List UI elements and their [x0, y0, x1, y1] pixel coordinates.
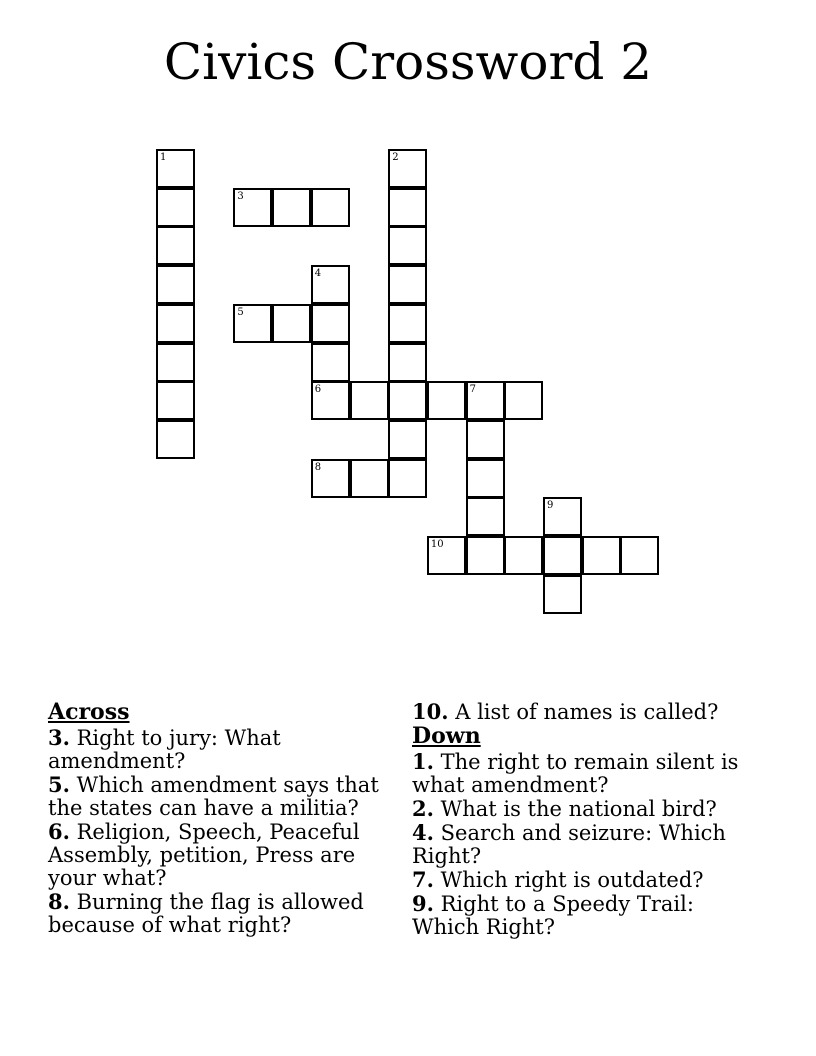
clue-down-7: 7. Which right is outdated? [412, 867, 704, 892]
grid-cell[interactable] [388, 149, 427, 188]
across-heading: Across [48, 699, 130, 725]
clue-across-8: 8. Burning the flag is allowed because of what right? [48, 889, 364, 937]
grid-cell[interactable] [504, 536, 543, 575]
down-heading: Down [412, 723, 481, 749]
grid-cell[interactable] [427, 381, 466, 420]
cell-number: 10 [430, 539, 444, 550]
grid-cell[interactable] [311, 381, 350, 420]
cell-number: 2 [392, 152, 399, 163]
cell-number: 9 [547, 500, 554, 512]
grid-cell[interactable] [388, 343, 427, 382]
grid-cell[interactable] [350, 459, 389, 498]
grid-cell[interactable] [156, 149, 195, 188]
grid-cell[interactable] [543, 497, 582, 536]
clue-down-9: 9. Right to a Speedy Trail: Which Right? [412, 891, 694, 939]
clues-left-column [48, 700, 403, 937]
grid-cell[interactable] [388, 265, 427, 304]
grid-cell[interactable] [466, 420, 505, 459]
grid-cell[interactable] [466, 381, 505, 420]
grid-cell[interactable] [311, 188, 350, 227]
cell-number: 3 [237, 190, 244, 202]
cell-number: 8 [314, 461, 322, 473]
grid-cell[interactable] [543, 575, 582, 614]
grid-cell[interactable] [233, 188, 272, 227]
grid-cell[interactable] [466, 459, 505, 498]
grid-cell[interactable] [466, 497, 505, 536]
grid-cell[interactable] [388, 304, 427, 343]
grid-cell[interactable] [504, 381, 543, 420]
clue-across-10: 10. A list of names is called? [412, 699, 719, 724]
cell-number: 5 [237, 306, 244, 318]
grid-cell[interactable] [311, 304, 350, 343]
grid-cell[interactable] [272, 304, 311, 343]
clue-across-3: 3. Right to jury: What amendment? [48, 725, 281, 773]
grid-cell[interactable] [311, 343, 350, 382]
grid-cell[interactable] [156, 226, 195, 265]
clue-across-5: 5. Which amendment says that the states can have a militia? [48, 772, 379, 820]
grid-cell[interactable] [388, 226, 427, 265]
cell-number: 7 [469, 384, 476, 396]
cell-number: 1 [160, 152, 167, 163]
clue-down-4: 4. Search and seizure: Which Right? [412, 820, 726, 868]
grid-cell[interactable] [350, 381, 389, 420]
grid-cell[interactable] [156, 265, 195, 304]
grid-cell[interactable] [466, 536, 505, 575]
grid-cell[interactable] [156, 304, 195, 343]
grid-cell[interactable] [272, 188, 311, 227]
clues-right-column [412, 700, 762, 939]
cell-number: 4 [314, 268, 322, 280]
grid-cell[interactable] [311, 265, 350, 304]
grid-cell[interactable] [582, 536, 621, 575]
clue-down-2: 2. What is the national bird? [412, 796, 717, 821]
cell-number: 6 [314, 384, 322, 396]
grid-cell[interactable] [543, 536, 582, 575]
grid-cell[interactable] [388, 459, 427, 498]
grid-cell[interactable] [156, 188, 195, 227]
grid-cell[interactable] [427, 536, 466, 575]
grid-cell[interactable] [620, 536, 659, 575]
grid-cell[interactable] [311, 459, 350, 498]
grid-cell[interactable] [156, 381, 195, 420]
grid-cell[interactable] [388, 188, 427, 227]
clue-across-6: 6. Religion, Speech, Peaceful Assembly, petition, Press are your what? [48, 819, 360, 890]
grid-cell[interactable] [156, 420, 195, 459]
grid-cell[interactable] [233, 304, 272, 343]
grid-cell[interactable] [388, 420, 427, 459]
grid-cell[interactable] [388, 381, 427, 420]
grid-cell[interactable] [156, 343, 195, 382]
page-title: Civics Crossword 2 [163, 33, 653, 91]
clue-down-1: 1. The right to remain silent is what amendment? [412, 749, 739, 797]
